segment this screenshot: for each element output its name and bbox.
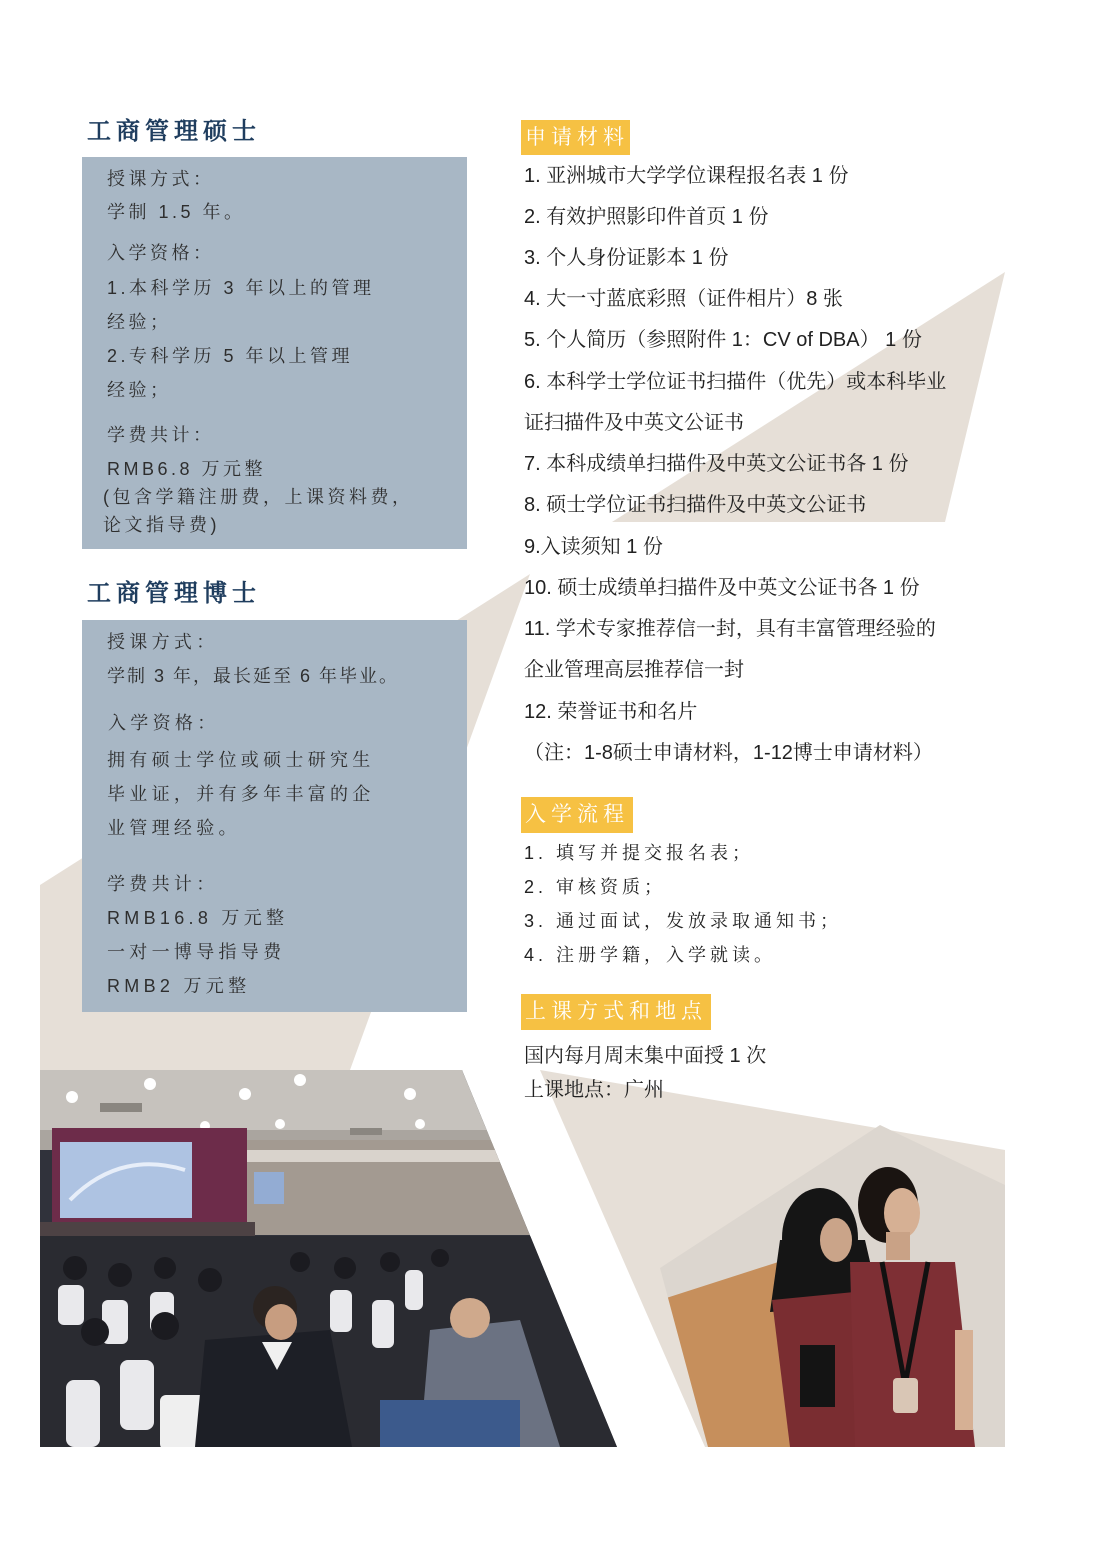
mba-admission-label: 入学资格： xyxy=(107,243,215,263)
auditorium-photo xyxy=(40,1070,627,1451)
chair-back xyxy=(66,1380,100,1447)
mba-admission-line: 1.本科学历 3 年以上的管理 xyxy=(107,278,375,298)
right-student-neck xyxy=(886,1232,910,1260)
ceiling-light xyxy=(144,1078,156,1090)
audience-head xyxy=(380,1252,400,1272)
mba-fee-label: 学费共计： xyxy=(107,425,215,445)
dba-admission-label: 入学资格： xyxy=(108,713,220,733)
material-item: 8. 硕士学位证书扫描件及中英文公证书 xyxy=(524,494,867,516)
material-item: 4. 大一寸蓝底彩照（证件相片）8 张 xyxy=(524,288,843,310)
mba-mode-label: 授课方式： xyxy=(107,169,215,189)
mba-admission-line: 经验； xyxy=(107,312,172,332)
material-item: 12. 荣誉证书和名片 xyxy=(524,701,698,723)
dba-info-box xyxy=(82,620,467,1012)
audience-head xyxy=(63,1256,87,1280)
foreground-man-face xyxy=(265,1304,297,1340)
mba-title: 工商管理硕士 xyxy=(87,118,261,145)
materials-note: （注：1-8硕士申请材料，1-12博士申请材料） xyxy=(524,742,933,764)
right-student-arm xyxy=(955,1330,973,1430)
chair-back xyxy=(372,1300,394,1348)
dba-admission-line: 拥有硕士学位或硕士研究生 xyxy=(107,750,375,770)
mba-fee-line: RMB6.8 万元整 xyxy=(107,459,267,479)
audience-head xyxy=(290,1252,310,1272)
mba-fee-line: 论文指导费) xyxy=(103,515,220,535)
audience-head xyxy=(431,1249,449,1267)
dba-fee-line: RMB16.8 万元整 xyxy=(107,908,289,928)
schedule-line: 国内每月周末集中面授 1 次 xyxy=(524,1045,767,1067)
ceiling-light xyxy=(66,1091,78,1103)
right-student-face xyxy=(884,1188,920,1238)
process-step: 3. 通过面试，发放录取通知书； xyxy=(524,911,843,931)
process-step: 2. 审核资质； xyxy=(524,877,667,897)
ceiling-vent xyxy=(100,1103,142,1112)
dba-mode-label: 授课方式： xyxy=(107,632,219,652)
mba-mode-value: 学制 1.5 年。 xyxy=(107,202,246,222)
right-man-face xyxy=(450,1298,490,1338)
ceiling-vent xyxy=(350,1128,382,1135)
schedule-line: 上课地点：广州 xyxy=(524,1079,664,1101)
materials-tag: 申请材料 xyxy=(521,120,630,155)
material-item: 3. 个人身份证影本 1 份 xyxy=(524,247,729,269)
material-item: 6. 本科学士学位证书扫描件（优先）或本科毕业 xyxy=(524,371,947,393)
ceiling-light xyxy=(275,1119,285,1129)
dba-fee-line: 一对一博导指导费 xyxy=(107,942,286,962)
process-step: 4. 注册学籍，入学就读。 xyxy=(524,945,777,965)
chair-back xyxy=(330,1290,352,1332)
schedule-tag: 上课方式和地点 xyxy=(521,994,711,1030)
material-item: 2. 有效护照影印件首页 1 份 xyxy=(524,206,769,228)
chair-back xyxy=(58,1285,84,1325)
dba-admission-line: 毕业证，并有多年丰富的企 xyxy=(107,784,375,804)
material-item: 证扫描件及中英文公证书 xyxy=(524,412,744,434)
dba-admission-line: 业管理经验。 xyxy=(107,818,241,838)
material-item: 10. 硕士成绩单扫描件及中英文公证书各 1 份 xyxy=(524,577,920,599)
mba-info-box xyxy=(82,157,467,549)
material-item: 7. 本科成绩单扫描件及中英文公证书各 1 份 xyxy=(524,453,909,475)
left-student-sleeve xyxy=(800,1345,835,1407)
process-step: 1. 填写并提交报名表； xyxy=(524,843,755,863)
dba-title: 工商管理博士 xyxy=(87,580,261,607)
process-tag: 入学流程 xyxy=(521,797,633,833)
ceiling-light xyxy=(239,1088,251,1100)
side-screen xyxy=(254,1172,284,1204)
audience-head xyxy=(334,1257,356,1279)
mba-admission-line: 经验； xyxy=(107,380,172,400)
audience-head xyxy=(108,1263,132,1287)
material-item: 5. 个人简历（参照附件 1：CV of DBA） 1 份 xyxy=(524,329,922,351)
dba-fee-line: RMB2 万元整 xyxy=(107,976,251,996)
chair-back xyxy=(405,1270,423,1310)
mba-admission-line: 2.专科学历 5 年以上管理 xyxy=(107,346,354,366)
right-man-jeans xyxy=(380,1400,520,1447)
mba-fee-line: (包含学籍注册费，上课资料费， xyxy=(103,487,414,507)
hall-wall-band xyxy=(247,1150,627,1162)
audience-head xyxy=(198,1268,222,1292)
right-student-badge xyxy=(893,1378,918,1413)
ceiling-light xyxy=(294,1074,306,1086)
dba-mode-value: 学制 3 年，最长延至 6 年毕业。 xyxy=(107,666,400,686)
ceiling-light xyxy=(404,1088,416,1100)
chair-back xyxy=(120,1360,154,1430)
audience-head xyxy=(151,1312,179,1340)
ceiling-light xyxy=(415,1119,425,1129)
audience-head xyxy=(154,1257,176,1279)
left-student-face xyxy=(820,1218,852,1262)
audience-head xyxy=(81,1318,109,1346)
material-item: 11. 学术专家推荐信一封，具有丰富管理经验的 xyxy=(524,618,936,640)
material-item: 9.入读须知 1 份 xyxy=(524,536,663,558)
stage-screen xyxy=(60,1142,192,1218)
material-item: 企业管理高层推荐信一封 xyxy=(524,659,744,681)
material-item: 1. 亚洲城市大学学位课程报名表 1 份 xyxy=(524,165,849,187)
dba-fee-label: 学费共计： xyxy=(107,874,219,894)
